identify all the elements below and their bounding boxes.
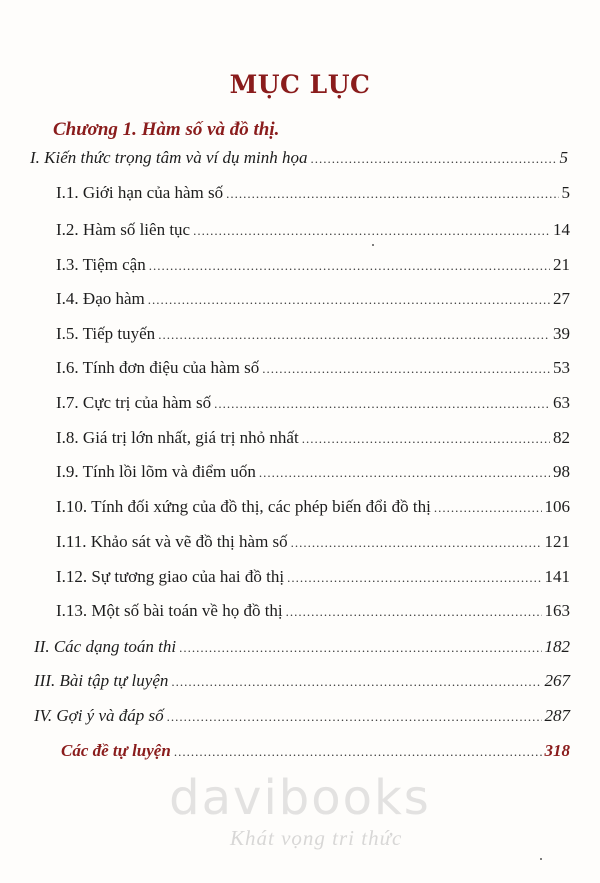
toc-leader-dots (287, 570, 541, 586)
toc-entry-page: 82 (553, 428, 570, 447)
toc-entry-page: 27 (553, 289, 570, 308)
toc-leader-dots (158, 327, 550, 343)
toc-leader-dots (434, 500, 542, 516)
toc-entry-page: 182 (544, 637, 570, 656)
toc-entry-i10[interactable] (56, 497, 570, 521)
toc-entry-label: I.1. Giới hạn của hàm số (56, 183, 224, 202)
toc-entry-i5[interactable] (56, 324, 570, 348)
toc-entry-i7[interactable] (56, 393, 570, 417)
toc-entry-label: I.3. Tiệm cận (56, 255, 146, 274)
toc-entry-section-2[interactable] (34, 637, 570, 661)
toc-leader-dots (226, 186, 558, 202)
toc-leader-dots (286, 604, 542, 620)
toc-entry-label: I.2. Hàm số liên tục (56, 220, 191, 239)
toc-entry-label: IV. Gợi ý và đáp số (34, 706, 164, 725)
toc-entry-label: I.10. Tính đối xứng của đồ thị, các phép biến đổi đồ thị (56, 497, 431, 516)
toc-leader-dots (262, 361, 550, 377)
toc-entry-section-1[interactable] (30, 148, 568, 172)
toc-leader-dots (302, 431, 550, 447)
toc-entry-label: I.11. Khảo sát và vẽ đồ thị hàm số (56, 532, 288, 551)
toc-entry-i13[interactable] (56, 601, 570, 625)
toc-entry-i2[interactable] (56, 220, 570, 244)
toc-entry-i6[interactable] (56, 358, 570, 382)
toc-entry-page: 98 (553, 462, 570, 481)
toc-leader-dots (193, 223, 550, 239)
toc-entry-label: I.9. Tính lồi lõm và điểm uốn (56, 462, 256, 481)
watermark-brand: davibooks (169, 770, 431, 826)
toc-entry-label: I.4. Đạo hàm (56, 289, 145, 308)
toc-entry-page: 21 (553, 255, 570, 274)
toc-entry-label: I.12. Sự tương giao của hai đồ thị (56, 567, 285, 586)
decorative-speck (540, 858, 542, 860)
toc-entry-page: 53 (553, 358, 570, 377)
toc-entry-page: 39 (553, 324, 570, 343)
toc-entry-i9[interactable] (56, 462, 570, 486)
toc-leader-dots (149, 258, 550, 274)
watermark-slogan: Khát vọng tri thức (230, 826, 403, 850)
toc-entry-page: 163 (544, 601, 570, 620)
toc-leader-dots (179, 640, 541, 656)
toc-leader-dots (259, 465, 550, 481)
toc-entry-i8[interactable] (56, 428, 570, 452)
toc-entry-label: I.6. Tính đơn điệu của hàm số (56, 358, 260, 377)
toc-entry-label: I.7. Cực trị của hàm số (56, 393, 212, 412)
toc-entry-page: 5 (561, 183, 570, 202)
toc-leader-dots (310, 151, 556, 167)
toc-entry-practice-tests[interactable] (61, 741, 570, 765)
toc-leader-dots (291, 535, 542, 551)
toc-entry-i12[interactable] (56, 567, 570, 591)
toc-entry-page: 287 (544, 706, 570, 725)
toc-entry-label: Các đề tự luyện (61, 741, 171, 760)
toc-entry-label: I.13. Một số bài toán về họ đồ thị (56, 601, 283, 620)
toc-entry-i1[interactable] (56, 183, 570, 207)
toc-entry-i4[interactable] (56, 289, 570, 313)
toc-entry-i11[interactable] (56, 532, 570, 556)
toc-entry-page: 63 (553, 393, 570, 412)
toc-entry-page: 5 (559, 148, 568, 167)
toc-leader-dots (148, 292, 550, 308)
toc-leader-dots (174, 744, 542, 760)
toc-leader-dots (167, 709, 542, 725)
toc-leader-dots (214, 396, 550, 412)
toc-entry-label: I.8. Giá trị lớn nhất, giá trị nhỏ nhất (56, 428, 299, 447)
toc-entry-page: 106 (544, 497, 570, 516)
toc-entry-page: 121 (544, 532, 570, 551)
toc-entry-section-3[interactable] (34, 671, 570, 695)
toc-entry-i3[interactable] (56, 255, 570, 279)
toc-entry-page: 14 (553, 220, 570, 239)
toc-entry-label: III. Bài tập tự luyện (34, 671, 169, 690)
toc-entry-label: I.5. Tiếp tuyến (56, 324, 156, 343)
toc-entry-label: I. Kiến thức trọng tâm và ví dụ minh họa (30, 148, 308, 167)
page-title: MỤC LỤC (229, 70, 371, 99)
chapter-heading: Chương 1. Hàm số và đồ thị. (53, 119, 280, 140)
toc-entry-page: 318 (544, 741, 570, 760)
toc-entry-section-4[interactable] (34, 706, 570, 730)
toc-entry-label: II. Các dạng toán thi (34, 637, 177, 656)
toc-leader-dots (171, 674, 541, 690)
toc-entry-page: 141 (544, 567, 570, 586)
decorative-speck (372, 244, 374, 246)
toc-entry-page: 267 (544, 671, 570, 690)
